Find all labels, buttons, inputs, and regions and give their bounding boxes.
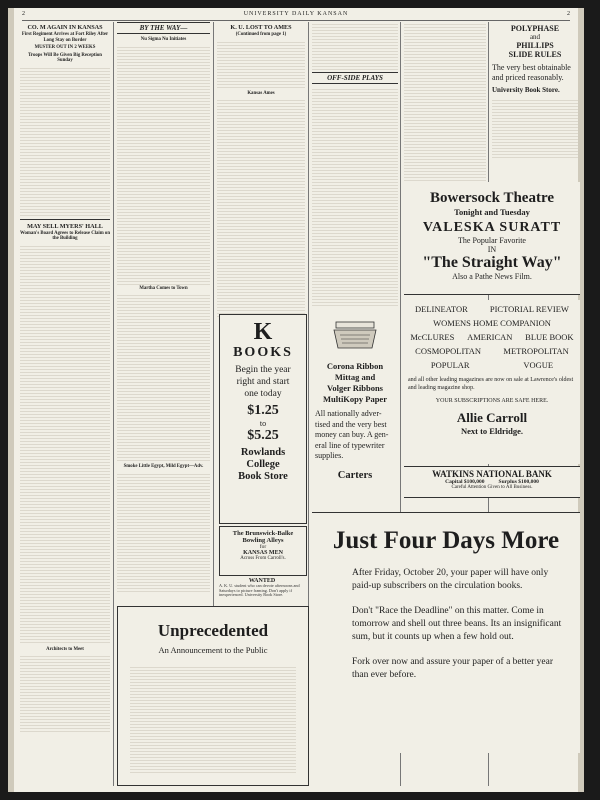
books-price-high: $5.25 bbox=[247, 428, 279, 443]
subhead: Woman's Board Agrees to Release Claim on the Building bbox=[20, 230, 110, 241]
corona-sign: Carters bbox=[337, 469, 373, 481]
four-days-headline: Just Four Days More bbox=[332, 527, 560, 554]
books-line: right and start bbox=[236, 377, 290, 387]
subhead: MUSTER OUT IN 2 WEEKS bbox=[34, 45, 96, 50]
page-number-left: 2 bbox=[22, 11, 25, 17]
headline-ku-lost: K. U. LOST TO AMES bbox=[230, 24, 292, 31]
magazine-title: METROPOLITAN bbox=[503, 346, 569, 356]
column-3 bbox=[217, 22, 305, 322]
lineup-header: Kansas Ames bbox=[247, 90, 275, 96]
ad-unprecedented bbox=[117, 606, 309, 786]
subhead: Troops Will Be Given Big Reception Sunday bbox=[28, 52, 102, 63]
newspaper-page bbox=[8, 8, 584, 792]
column-5 bbox=[404, 22, 486, 192]
magazine-title: POPULAR bbox=[430, 360, 470, 370]
books-line: one today bbox=[244, 389, 282, 399]
theatre-pre: The Popular Favorite bbox=[458, 236, 526, 245]
column-2 bbox=[117, 22, 210, 617]
corona-text: eral line of typewriter bbox=[315, 440, 385, 450]
polyphase-title: POLYPHASE bbox=[510, 24, 560, 33]
subhead-architects: Architects to Meet bbox=[46, 646, 84, 652]
ad-brunswick bbox=[219, 526, 307, 576]
subhead: (Continued from page 1) bbox=[235, 32, 287, 37]
magazine-title: BLUE BOOK bbox=[525, 332, 574, 342]
column-body-text bbox=[117, 293, 210, 463]
magazine-title: VOGUE bbox=[523, 360, 554, 370]
corona-text: money can buy. A gen- bbox=[315, 430, 389, 439]
phillips-title: PHILLIPS bbox=[516, 41, 554, 50]
theatre-title: "The Straight Way" bbox=[422, 254, 562, 271]
headline-co-m: CO. M AGAIN IN KANSAS bbox=[27, 24, 103, 31]
magazine-title: WOMENS HOME COMPANION bbox=[433, 318, 551, 328]
magazine-title: DELINEATOR bbox=[415, 304, 468, 314]
ad-rowlands-books bbox=[219, 314, 307, 524]
column-body-text bbox=[312, 87, 398, 307]
subhead: First Regiment Arrives at Fort Riley After Long Stay on Border bbox=[21, 32, 109, 43]
books-to: to bbox=[259, 419, 267, 428]
by-the-way-header: BY THE WAY— bbox=[117, 22, 210, 34]
magazine-title: McCLURES bbox=[410, 332, 455, 342]
typewriter-icon bbox=[332, 318, 378, 352]
corona-text: tised and the very best bbox=[315, 419, 387, 429]
brunswick-line: Across From Carroll's. bbox=[240, 556, 286, 561]
bank-surplus: Surplus $100,000 bbox=[498, 479, 539, 485]
books-store: Book Store bbox=[238, 471, 288, 482]
books-store: Rowlands bbox=[240, 447, 286, 458]
article-body-text bbox=[20, 66, 110, 216]
off-side-plays-header: OFF-SIDE PLAYS bbox=[312, 72, 398, 84]
wanted-text: A. K. U. student who can devote afternoons and Saturdays to picture framing. Don't apply if inexperienced. University Book Store. bbox=[219, 583, 300, 598]
brunswick-line: for bbox=[259, 544, 267, 550]
headline-myers-hall: MAY SELL MYERS' HALL bbox=[27, 222, 103, 230]
brunswick-line: The Brunswick-Balke bbox=[232, 530, 294, 537]
theatre-name: Bowersock Theatre bbox=[429, 190, 554, 206]
polyphase-text: The very best obtainable and priced reasonably. bbox=[492, 63, 571, 82]
books-store: College bbox=[246, 459, 280, 470]
bank-capital: Capital $100,000 bbox=[445, 479, 485, 485]
unprecedented-subhead: An Announcement to the Public bbox=[158, 645, 268, 655]
theatre-also: Also a Pathe News Film. bbox=[452, 272, 532, 281]
bank-name: WATKINS NATIONAL BANK bbox=[432, 469, 552, 479]
ad-watkins-bank bbox=[404, 466, 580, 498]
magazine-title: AMERICAN bbox=[467, 332, 513, 342]
slide-rules-title: SLIDE RULES bbox=[508, 50, 562, 59]
theatre-in: IN bbox=[487, 245, 497, 254]
books-k: K bbox=[253, 319, 273, 345]
masthead-title: UNIVERSITY DAILY KANSAN bbox=[243, 11, 349, 17]
corona-text: All nationally adver- bbox=[315, 409, 382, 418]
corona-line: Mittag and bbox=[334, 372, 376, 382]
ad-four-days bbox=[312, 512, 580, 753]
magazine-title: PICTORIAL REVIEW bbox=[489, 304, 569, 314]
unprecedented-body bbox=[130, 665, 296, 775]
column-rule bbox=[113, 22, 114, 786]
column-body-text bbox=[117, 45, 210, 285]
magazine-shop-name: Allie Carroll bbox=[456, 410, 528, 425]
polyphase-sign: University Book Store. bbox=[492, 86, 560, 94]
masthead bbox=[22, 11, 570, 21]
wanted-head: WANTED bbox=[248, 578, 276, 584]
article-body-text bbox=[312, 22, 398, 72]
unprecedented-headline: Unprecedented bbox=[157, 621, 269, 640]
magazine-cta: YOUR SUBSCRIPTIONS ARE SAFE HERE. bbox=[435, 398, 549, 404]
ad-bowersock-theatre bbox=[404, 182, 580, 295]
wanted-notice bbox=[219, 578, 305, 606]
ad-corona-ribbon bbox=[312, 314, 398, 522]
theatre-star: VALESKA SURATT bbox=[422, 220, 562, 235]
four-days-text: After Friday, October 20, your paper will have only paid-up subscribers on the circulation books. bbox=[352, 568, 549, 591]
magazine-note: and all other leading magazines are now on sale at Lawrence's oldest and leading magazine shop. bbox=[408, 377, 574, 391]
bank-motto: Careful Attention Given to All Business. bbox=[451, 485, 533, 490]
polyphase-and: and bbox=[529, 33, 541, 41]
books-price-low: $1.25 bbox=[247, 403, 279, 418]
column-body-text bbox=[117, 472, 210, 592]
four-days-text: Fork over now and assure your paper of a better year than ever before. bbox=[352, 657, 554, 680]
corona-line: MultiKopy Paper bbox=[323, 394, 387, 404]
books-line: Begin the year bbox=[235, 365, 291, 375]
lineup-table bbox=[217, 98, 305, 318]
article-body-text bbox=[20, 244, 110, 644]
page-edge-left bbox=[8, 8, 14, 792]
books-title: BOOKS bbox=[233, 345, 293, 360]
corona-line: Volger Ribbons bbox=[327, 383, 383, 393]
ad-magazines bbox=[404, 300, 580, 464]
magazine-title: COSMOPOLITAN bbox=[415, 346, 482, 356]
article-body-text bbox=[217, 40, 305, 90]
page-number-right: 2 bbox=[567, 11, 570, 17]
brunswick-line: Bowling Alleys bbox=[242, 537, 284, 544]
article-body-text bbox=[20, 654, 110, 734]
article-body-text bbox=[404, 22, 486, 192]
corona-line: Corona Ribbon bbox=[326, 361, 384, 371]
column-4 bbox=[312, 22, 398, 322]
theatre-when: Tonight and Tuesday bbox=[454, 207, 530, 217]
subhead: Smoke Little Egypt, Mild Egypt—Adv. bbox=[123, 464, 204, 469]
subhead: Nu Sigma Nu Initiates bbox=[140, 37, 187, 42]
brunswick-line: KANSAS MEN bbox=[243, 550, 283, 556]
corona-text: supplies. bbox=[315, 451, 344, 460]
column-6 bbox=[492, 22, 578, 192]
column-1 bbox=[20, 22, 110, 786]
magazine-shop-location: Next to Eldridge. bbox=[460, 426, 524, 436]
subhead: Martha Comes to Town bbox=[139, 285, 188, 291]
article-body-text bbox=[492, 98, 578, 158]
four-days-text: Don't "Race the Deadline" on this matter. Come in tomorrow and shell out three beans. Its an insignificant sum, but it counts up when a few hold out. bbox=[352, 606, 562, 642]
